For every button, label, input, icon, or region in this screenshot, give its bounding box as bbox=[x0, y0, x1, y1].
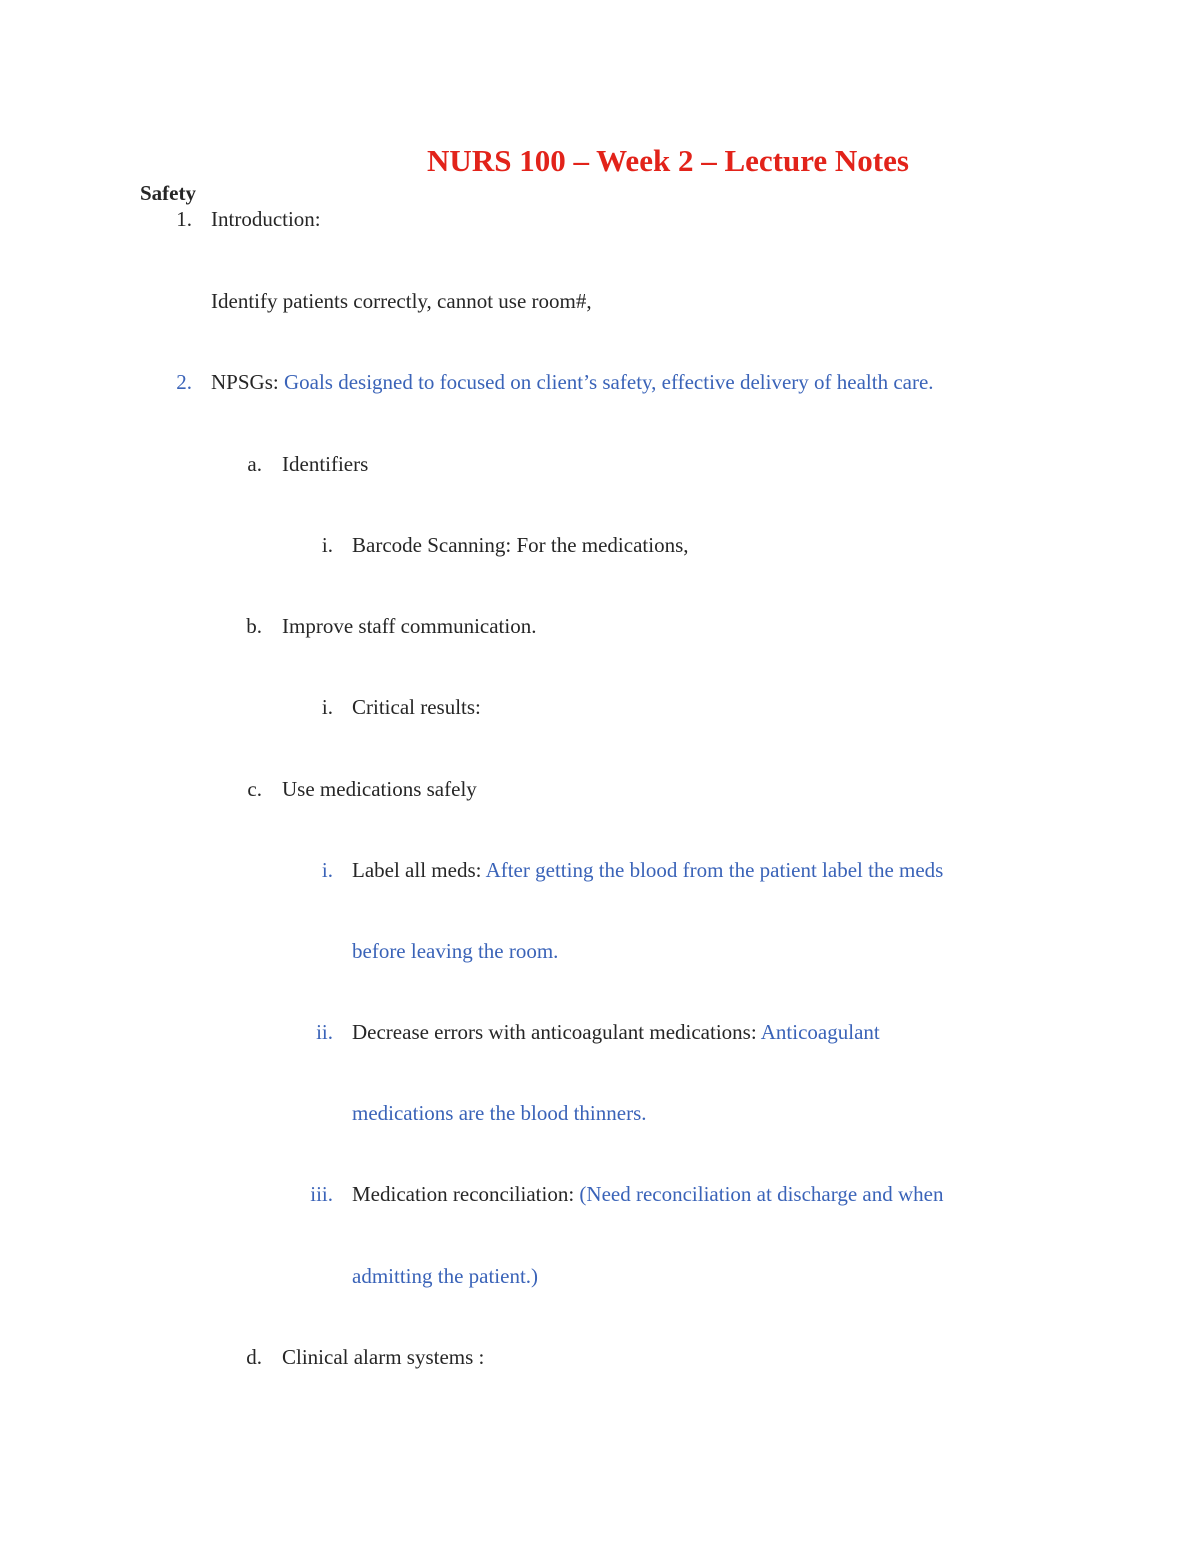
intro-label: Introduction: bbox=[211, 207, 321, 231]
reconciliation-note-2: admitting the patient.) bbox=[352, 1264, 539, 1288]
list-marker-c-ii: ii. bbox=[316, 1020, 333, 1044]
reconciliation-note-1: (Need reconciliation at discharge and when bbox=[579, 1182, 944, 1206]
anticoagulant-label: Decrease errors with anticoagulant medications: bbox=[352, 1020, 757, 1044]
identifiers-label: Identifiers bbox=[282, 452, 369, 476]
clinical-alarm-label: Clinical alarm systems : bbox=[282, 1345, 485, 1369]
list-marker-d: d. bbox=[246, 1345, 262, 1369]
label-meds-note-1: After getting the blood from the patient label the meds bbox=[485, 858, 944, 882]
page-title: NURS 100 – Week 2 – Lecture Notes bbox=[427, 143, 909, 178]
reconciliation-label: Medication reconciliation: bbox=[352, 1182, 575, 1206]
reconciliation-line bbox=[352, 1181, 943, 1207]
intro-note: Identify patients correctly, cannot use room#, bbox=[211, 289, 592, 313]
critical-results-text: Critical results: bbox=[352, 695, 481, 719]
list-marker-1: 1. bbox=[176, 207, 192, 231]
list-marker-a-i: i. bbox=[321, 533, 333, 557]
label-meds-label: Label all meds: bbox=[352, 858, 482, 882]
anticoagulant-line bbox=[352, 1019, 880, 1045]
anticoagulant-note-2: medications are the blood thinners. bbox=[352, 1101, 647, 1125]
barcode-scanning-text: Barcode Scanning: For the medications, bbox=[352, 533, 689, 557]
npsg-line bbox=[211, 369, 934, 395]
label-meds-line bbox=[352, 857, 943, 883]
npsg-description: Goals designed to focused on client’s safety, effective delivery of health care. bbox=[283, 370, 934, 394]
list-marker-b-i: i. bbox=[321, 695, 333, 719]
list-marker-c-iii: iii. bbox=[310, 1182, 333, 1206]
label-meds-note-2: before leaving the room. bbox=[352, 939, 559, 963]
use-medications-label: Use medications safely bbox=[282, 777, 477, 801]
list-marker-a: a. bbox=[247, 452, 262, 476]
npsg-label: NPSGs: bbox=[211, 370, 279, 394]
list-marker-b: b. bbox=[246, 614, 262, 638]
list-marker-c: c. bbox=[247, 777, 262, 801]
anticoagulant-note-1: Anticoagulant bbox=[760, 1020, 880, 1044]
list-marker-2: 2. bbox=[176, 370, 192, 394]
section-heading-safety: Safety bbox=[140, 181, 196, 205]
staff-communication-label: Improve staff communication. bbox=[282, 614, 537, 638]
list-marker-c-i: i. bbox=[321, 858, 333, 882]
